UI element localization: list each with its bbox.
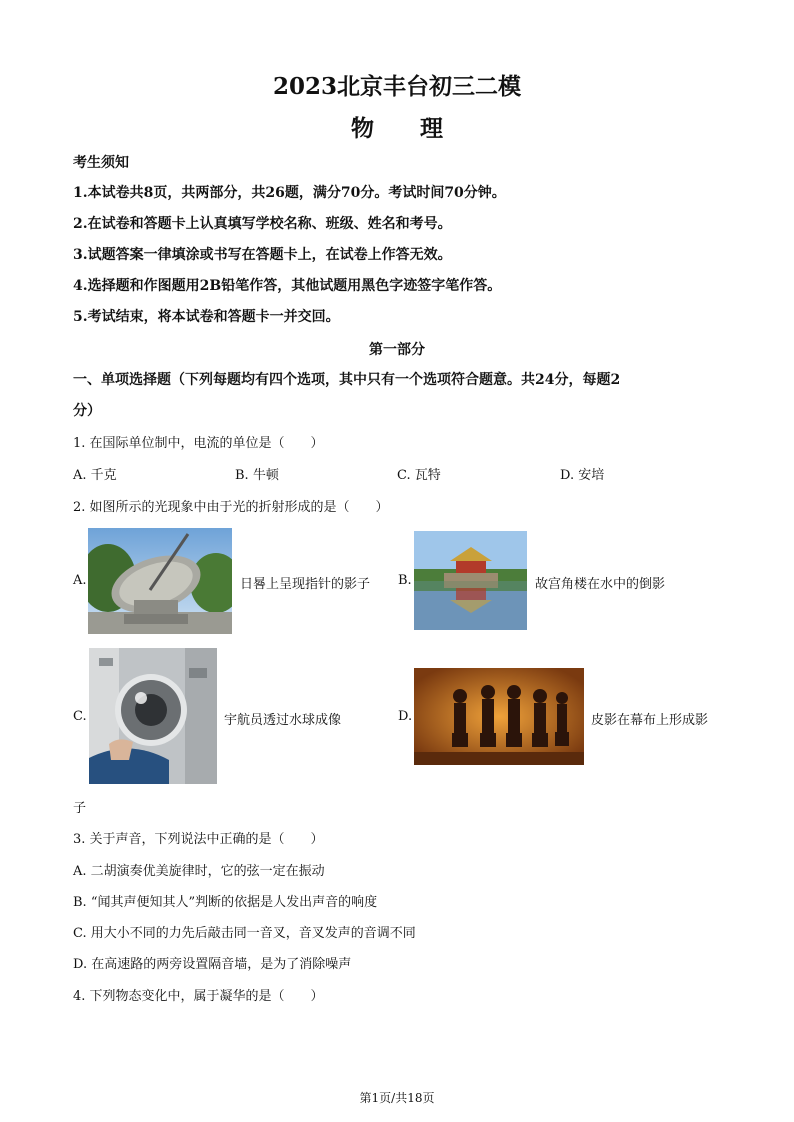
notice-item: 2.在试卷和答题卡上认真填写学校名称、班级、姓名和考号。 (73, 216, 452, 232)
q2-option-b-caption: 故宫角楼在水中的倒影 (535, 577, 666, 592)
q2-option-d-caption-wrap: 子 (73, 801, 87, 816)
q3-option-b: B. “闻其声便知其人”判断的依据是人发出声音的响度 (73, 895, 378, 910)
q3-option-d: D. 在高速路的两旁设置隔音墙，是为了消除噪声 (73, 957, 352, 972)
notice-item: 5.考试结束，将本试卷和答题卡一并交回。 (73, 309, 340, 325)
question-2-stem: 2. 如图所示的光现象中由于光的折射形成的是（ ） (73, 500, 389, 515)
question-3-stem: 3. 关于声音，下列说法中正确的是（ ） (73, 832, 324, 847)
q1-option-c: C. 瓦特 (397, 468, 441, 483)
corner-tower-photo (414, 531, 527, 630)
q2-option-c-letter: C. (73, 709, 87, 724)
q2-option-a-letter: A. (73, 573, 87, 588)
q1-option-b: B. 牛顿 (235, 468, 279, 483)
q1-option-a: A. 千克 (73, 468, 117, 483)
q3-option-c: C. 用大小不同的力先后敲击同一音叉，音叉发声的音调不同 (73, 926, 416, 941)
q2-option-b-letter: B. (398, 573, 412, 588)
question-4-stem: 4. 下列物态变化中，属于凝华的是（ ） (73, 989, 324, 1004)
q2-option-d-letter: D. (398, 709, 413, 724)
shadow-puppet-photo (414, 668, 584, 765)
question-1-stem: 1. 在国际单位制中，电流的单位是（ ） (73, 436, 324, 451)
subject-title: 物 理 (351, 115, 443, 142)
notice-item: 3.试题答案一律填涂或书写在答题卡上，在试卷上作答无效。 (73, 247, 452, 263)
sundial-photo (88, 528, 232, 634)
notice-item: 1.本试卷共8页，共两部分，共26题，满分70分。考试时间70分钟。 (73, 185, 506, 201)
part-title: 第一部分 (369, 342, 425, 358)
notice-heading: 考生须知 (73, 155, 129, 171)
q2-option-a-caption: 日晷上呈现指针的影子 (240, 577, 371, 592)
q1-option-d: D. 安培 (560, 468, 605, 483)
q3-option-a: A. 二胡演奏优美旋律时，它的弦一定在振动 (73, 864, 325, 879)
q2-option-d-caption: 皮影在幕布上形成影 (591, 713, 709, 728)
q2-option-c-caption: 宇航员透过水球成像 (224, 713, 342, 728)
water-ball-photo (89, 648, 217, 784)
notice-item: 4.选择题和作图题用2B铅笔作答，其他试题用黑色字迹签字笔作答。 (73, 278, 502, 294)
exam-title: 2023北京丰台初三二模 (272, 73, 521, 100)
page-number: 第1页/共18页 (359, 1091, 435, 1105)
section-heading-wrap: 分） (73, 403, 101, 419)
section-heading: 一、单项选择题（下列每题均有四个选项，其中只有一个选项符合题意。共24分，每题2 (73, 372, 621, 388)
